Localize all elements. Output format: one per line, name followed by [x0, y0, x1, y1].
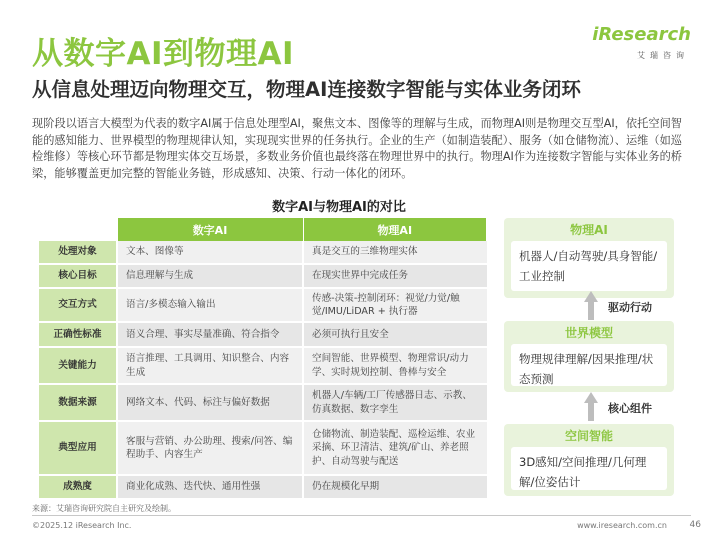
source-note: 来源：艾瑞咨询研究院自主研究及绘制。: [32, 504, 176, 513]
table-row: [39, 384, 487, 421]
comparison-title: 数字AI与物理AI的对比: [272, 200, 406, 215]
page-subtitle: 从信息处理迈向物理交互，物理AI连接数字智能与实体业务闭环: [32, 78, 581, 101]
table-row: [39, 421, 487, 475]
spatial-intelligence-title: 空间智能: [564, 429, 613, 443]
physical-ai-box: [504, 218, 674, 298]
row-label: 正确性标准: [39, 322, 117, 347]
logo-wordmark: iResearch: [592, 24, 691, 45]
physical-cell: 在现实世界中完成任务: [303, 264, 487, 288]
physical-cell: 真是交互的三维物理实体: [303, 241, 487, 264]
table-row: [39, 241, 487, 264]
physical-cell: 仓储物流、制造装配、巡检运维、农业采摘、环卫清洁、建筑/矿山、养老照护、自动驾驶与配送: [303, 421, 487, 475]
physical-cell: 仍在规模化早期: [303, 475, 487, 499]
iresearch-logo: [592, 24, 691, 66]
page-number: 46: [689, 520, 701, 530]
row-label: 典型应用: [39, 421, 117, 475]
footer-divider: [32, 515, 691, 516]
core-component-label: 核心组件: [608, 402, 652, 415]
row-label: 处理对象: [39, 241, 117, 264]
world-model-box: [504, 321, 674, 392]
row-label: 数据来源: [39, 384, 117, 421]
digital-cell: 语义合理、事实尽量准确、符合指令: [117, 322, 303, 347]
table-row: [39, 347, 487, 384]
table-row: [39, 475, 487, 499]
physical-cell: 空间智能、世界模型、物理常识/动力学、实时规划控制、鲁棒与安全: [303, 347, 487, 384]
physical-cell: 传感-决策-控制闭环：视觉/力觉/触觉/IMU/LiDAR + 执行器: [303, 288, 487, 322]
digital-cell: 网络文本、代码、标注与偏好数据: [117, 384, 303, 421]
table-row: [39, 322, 487, 347]
drive-action-label: 驱动行动: [608, 301, 652, 314]
comparison-table: [39, 218, 487, 500]
spatial-intelligence-box: [504, 424, 674, 496]
row-label: 关键能力: [39, 347, 117, 384]
header-digital-ai: 数字AI: [117, 218, 303, 241]
world-model-text: 物理规律理解/因果推理/状态预测: [511, 344, 667, 386]
row-label: 成熟度: [39, 475, 117, 499]
physical-ai-title: 物理AI: [570, 223, 608, 237]
digital-cell: 商业化成熟、迭代快、通用性强: [117, 475, 303, 499]
digital-cell: 语言推理、工具调用、知识整合、内容生成: [117, 347, 303, 384]
physical-cell: 机器人/车辆/工厂传感器日志、示教、仿真数据、数字孪生: [303, 384, 487, 421]
intro-paragraph: 现阶段以语言大模型为代表的数字AI属于信息处理型AI，聚焦文本、图像等的理解与生成，而物理AI则是物理交互型AI，依托空间智能的感知能力、世界模型的物理规律认知，实现现实世界的任务执行。企业的生产（如制造装配）、服务（如仓储物流）、运维（如巡检维修）等核心环节都是物理实体交互场景，多数业务价值也最终落在物理世界中的执行。物理AI作为连接数字智能与实体业务的桥梁，能够覆盖更加完整的智能业务链，形成感知、决策、行动一体化的闭环。: [32, 117, 682, 180]
table-header-row: [39, 218, 487, 241]
digital-cell: 文本、图像等: [117, 241, 303, 264]
up-arrow-icon: [584, 291, 598, 321]
website-link[interactable]: www.iresearch.com.cn: [577, 521, 667, 530]
table-row: [39, 288, 487, 322]
header-blank-cell: [39, 218, 117, 241]
spatial-intelligence-text: 3D感知/空间推理/几何理解/位姿估计: [511, 447, 667, 490]
row-label: 交互方式: [39, 288, 117, 322]
digital-cell: 信息理解与生成: [117, 264, 303, 288]
copyright: ©2025.12 iResearch Inc.: [32, 521, 132, 530]
up-arrow-icon: [584, 392, 598, 422]
header-physical-ai: 物理AI: [303, 218, 487, 241]
table-row: [39, 264, 487, 288]
digital-cell: 语言/多模态输入输出: [117, 288, 303, 322]
logo-chinese: 艾瑞咨询: [637, 51, 689, 60]
page-title: 从数字AI到物理AI: [32, 36, 295, 72]
physical-ai-text: 机器人/自动驾驶/具身智能/工业控制: [511, 241, 667, 291]
world-model-title: 世界模型: [564, 326, 613, 340]
row-label: 核心目标: [39, 264, 117, 288]
digital-cell: 客服与营销、办公助理、搜索/问答、编程助手、内容生产: [117, 421, 303, 475]
physical-cell: 必须可执行且安全: [303, 322, 487, 347]
